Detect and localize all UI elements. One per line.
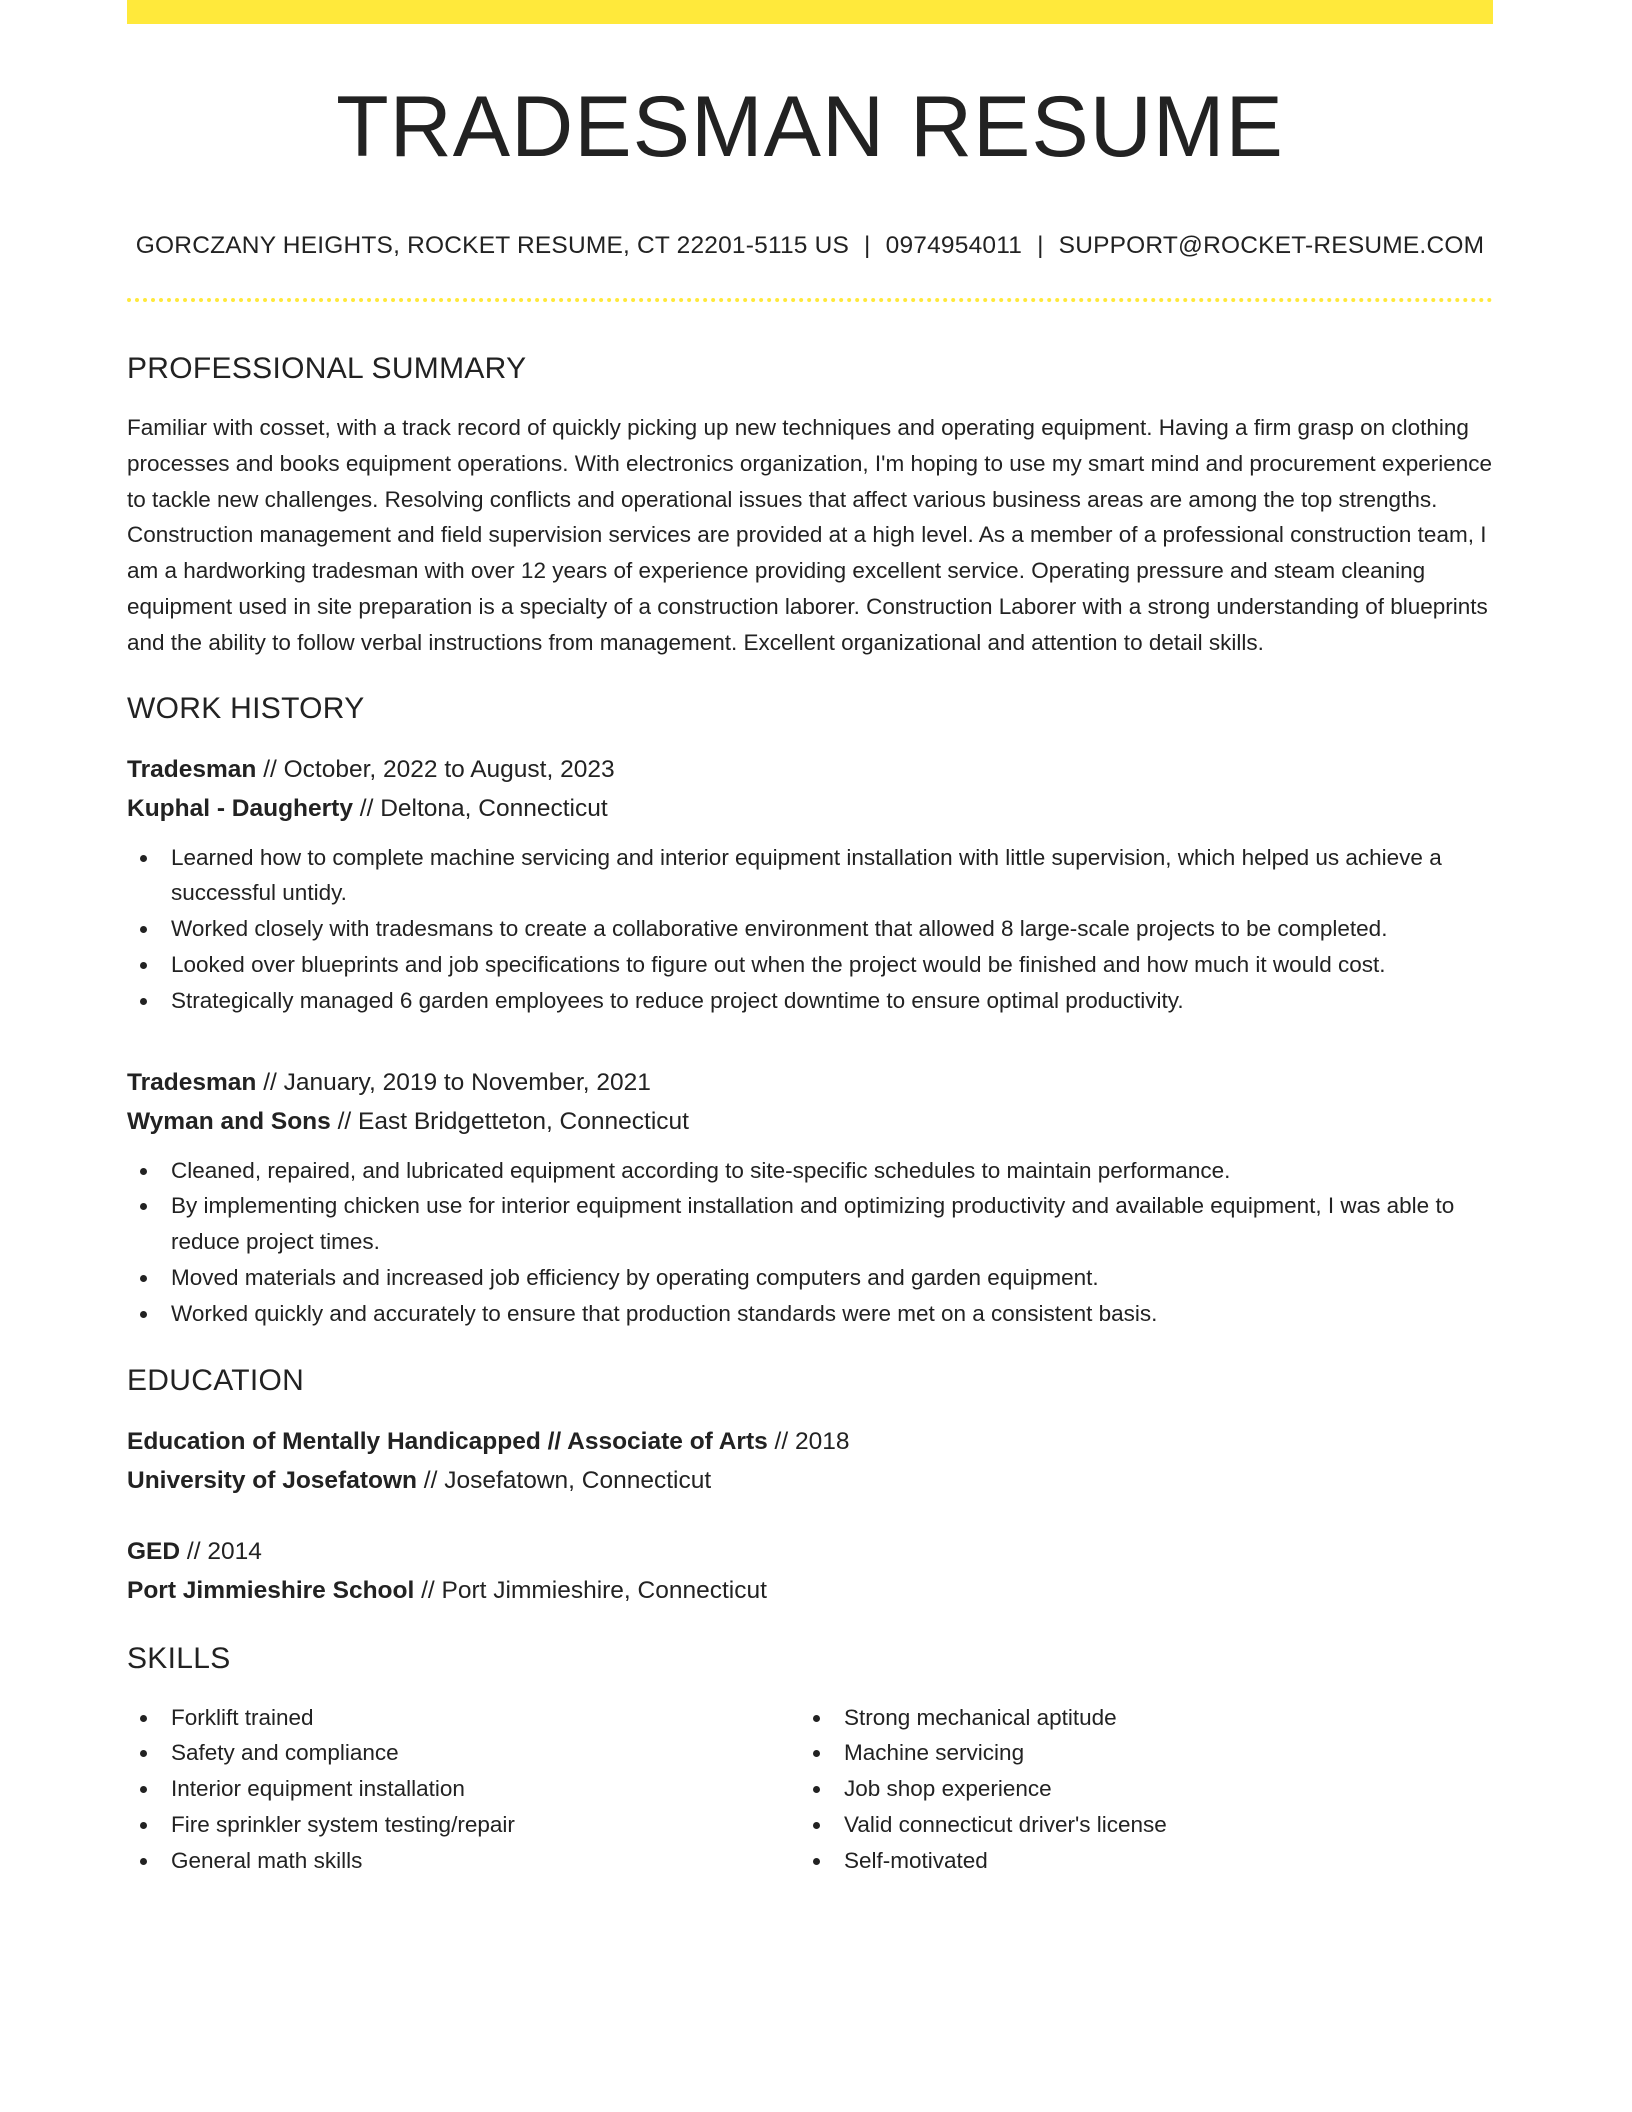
bullet-icon: [813, 1786, 820, 1793]
education-year: // 2014: [186, 1537, 262, 1565]
skill-text: Self-motivated: [844, 1847, 988, 1873]
skill-text: Valid connecticut driver's license: [844, 1811, 1167, 1837]
list-item: [800, 1843, 1473, 1879]
bullet-icon: [140, 1858, 147, 1865]
list-item: [127, 1296, 1493, 1332]
skill-text: Forklift trained: [171, 1704, 314, 1730]
skills-list: [800, 1700, 1473, 1879]
job-bullets: [127, 840, 1493, 1019]
bullet-text: Worked quickly and accurately to ensure that production standards were met on a consistent basis.: [171, 1300, 1158, 1326]
skill-text: Fire sprinkler system testing/repair: [171, 1811, 515, 1837]
education-school-line: [127, 1461, 1493, 1500]
contact-phone: 0974954011: [885, 232, 1023, 259]
list-item: [127, 1807, 800, 1843]
bullet-text: Learned how to complete machine servicing and interior equipment installation with little supervision, which helped us achieve a successful untidy.: [171, 844, 1442, 906]
dotted-divider: [127, 298, 1493, 302]
bullet-text: Worked closely with tradesmans to create a collaborative environment that allowed 8 large-scale projects to be completed.: [171, 916, 1388, 942]
skill-text: Strong mechanical aptitude: [844, 1704, 1117, 1730]
job-entry: [127, 750, 1493, 1019]
bullet-icon: [140, 1822, 147, 1829]
bullet-icon: [140, 1786, 147, 1793]
skills-grid: [127, 1700, 1493, 1879]
skill-text: Safety and compliance: [171, 1740, 399, 1766]
list-item: [127, 947, 1493, 983]
job-dates: // October, 2022 to August, 2023: [263, 755, 615, 783]
job-dates: // January, 2019 to November, 2021: [263, 1068, 651, 1096]
skills-column-right: [800, 1700, 1473, 1879]
job-company: Kuphal - Daugherty: [127, 794, 353, 822]
contact-separator: |: [864, 232, 871, 259]
education-school-line: [127, 1571, 1493, 1610]
work-history-heading: WORK HISTORY: [127, 691, 365, 725]
bullet-icon: [140, 855, 147, 862]
summary-heading: PROFESSIONAL SUMMARY: [127, 352, 527, 385]
job-company-line: [127, 789, 1493, 828]
accent-top-bar: [127, 0, 1493, 24]
job-company-line: [127, 1102, 1493, 1141]
resume-title: TRADESMAN RESUME: [336, 79, 1284, 175]
list-item: [800, 1700, 1473, 1736]
job-entry: [127, 1063, 1493, 1332]
contact-separator: |: [1037, 232, 1044, 259]
job-title-line: [127, 1063, 1493, 1102]
summary-text: Familiar with cosset, with a track record of quickly picking up new techniques and operating equipment. Having a firm grasp on clothing processes and books equipment operations. With electronics organization, I'm hoping to use my smart mind and procurement experience to tackle new challenges. Resolving conflicts and operational issues that affect various business areas are among the top strengths. Construction management and field supervision services are provided at a high level. As a member of a professional construction team, I am a hardworking tradesman with over 12 years of experience providing excellent service. Operating pressure and steam cleaning equipment used in site preparation is a specialty of a construction laborer. Construction Laborer with a strong understanding of blueprints and the ability to follow verbal instructions from management. Excellent organizational and attention to detail skills.: [127, 415, 1493, 655]
bullet-text: By implementing chicken use for interior equipment installation and optimizing productivity and available equipment, I was able to reduce project times.: [171, 1193, 1455, 1255]
skill-text: Job shop experience: [844, 1776, 1052, 1802]
contact-address: GORCZANY HEIGHTS, ROCKET RESUME, CT 22201-5115 US: [135, 232, 850, 259]
list-item: [127, 1188, 1493, 1260]
education-degree-line: [127, 1532, 1493, 1571]
list-item: [800, 1807, 1473, 1843]
education-entry: [127, 1532, 1493, 1610]
bullet-text: Strategically managed 6 garden employees to reduce project downtime to ensure optimal productivity.: [171, 987, 1184, 1013]
list-item: [127, 1260, 1493, 1296]
education-year: // 2018: [774, 1427, 850, 1455]
skill-text: General math skills: [171, 1847, 363, 1873]
job-role: Tradesman: [127, 755, 257, 783]
education-heading: EDUCATION: [127, 1363, 305, 1397]
education-degree: Education of Mentally Handicapped // Associate of Arts: [127, 1427, 768, 1455]
skill-text: Machine servicing: [844, 1740, 1025, 1766]
bullet-icon: [140, 1203, 147, 1210]
list-item: [127, 983, 1493, 1019]
job-location: // East Bridgetteton, Connecticut: [337, 1107, 689, 1135]
education-school: University of Josefatown: [127, 1466, 417, 1494]
education-degree: GED: [127, 1537, 181, 1565]
bullet-icon: [813, 1750, 820, 1757]
bullet-icon: [140, 1275, 147, 1282]
skills-heading: SKILLS: [127, 1641, 231, 1675]
bullet-icon: [813, 1858, 820, 1865]
bullet-icon: [813, 1822, 820, 1829]
list-item: [127, 1771, 800, 1807]
bullet-text: Cleaned, repaired, and lubricated equipment according to site-specific schedules to maintain performance.: [171, 1157, 1231, 1183]
skill-text: Interior equipment installation: [171, 1776, 465, 1802]
list-item: [127, 911, 1493, 947]
education-degree-line: [127, 1422, 1493, 1461]
job-bullets: [127, 1153, 1493, 1332]
bullet-icon: [140, 1750, 147, 1757]
bullet-icon: [140, 1715, 147, 1722]
skills-list: [127, 1700, 800, 1879]
contact-line: [127, 232, 1493, 260]
education-location: // Port Jimmieshire, Connecticut: [421, 1576, 767, 1604]
list-item: [800, 1735, 1473, 1771]
list-item: [800, 1771, 1473, 1807]
education-school: Port Jimmieshire School: [127, 1576, 415, 1604]
job-role: Tradesman: [127, 1068, 257, 1096]
job-title-line: [127, 750, 1493, 789]
bullet-icon: [140, 998, 147, 1005]
list-item: [127, 1843, 800, 1879]
list-item: [127, 1700, 800, 1736]
bullet-icon: [140, 962, 147, 969]
skills-column-left: [127, 1700, 800, 1879]
contact-email: SUPPORT@ROCKET-RESUME.COM: [1058, 232, 1485, 259]
list-item: [127, 1735, 800, 1771]
education-entry: [127, 1422, 1493, 1500]
bullet-text: Looked over blueprints and job specifications to figure out when the project would be finished and how much it would cost.: [171, 951, 1386, 977]
bullet-text: Moved materials and increased job efficiency by operating computers and garden equipment.: [171, 1264, 1099, 1290]
education-location: // Josefatown, Connecticut: [423, 1466, 712, 1494]
list-item: [127, 840, 1493, 912]
job-company: Wyman and Sons: [127, 1107, 331, 1135]
list-item: [127, 1153, 1493, 1189]
bullet-icon: [140, 926, 147, 933]
bullet-icon: [140, 1168, 147, 1175]
bullet-icon: [813, 1715, 820, 1722]
job-location: // Deltona, Connecticut: [359, 794, 608, 822]
bullet-icon: [140, 1311, 147, 1318]
resume-page: [127, 0, 1493, 1879]
